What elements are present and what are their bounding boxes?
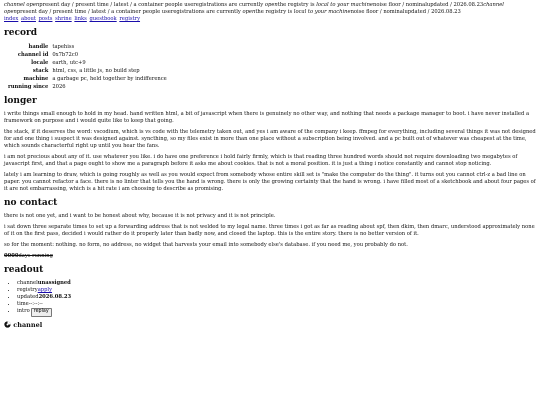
readout-item-updated: • updated2026.08.23 [17,294,536,301]
apply-link[interactable]: apply [37,287,53,294]
record-row: stack html, css, a little js, no build step [32,67,140,74]
updated-date: 2026.08.23 [38,294,72,301]
longer-paragraph: the stack, if it deserves the word: vscodium, which is vs code with the telemetry taken out, and yes i am aware of the company i keep. ffmpeg for everything, including several things it was not designed for and one thing i suspect it was designed against. syncthing, so my files exist in more than one place without a subscription being involved. and a pc built out of whatever was cheapest at the time, which sounds characterful right up until you hear the fans. [4,129,536,150]
longer-paragraph: i write things small enough to hold in my head. hand written html, a bit of javascript when there is genuinely no other way, and nothing that needs a package manager to boot. i have never installed a framework on purpose and i would quite like to keep that going. [4,111,530,125]
record-table [4,43,167,91]
spinning-disc-icon [4,321,11,328]
status-ticker-repeat: openpresent day / present time / latest / a container people useregistrations are currently openthe registry is local to your machinenoise floor / nominalupdated / 2026.08.23 [4,9,461,16]
site-nav [4,16,536,23]
record-row: locale earth, utc+9 [31,59,86,66]
nav-link-posts[interactable]: posts [38,16,53,23]
channel-footer [4,321,536,330]
days-running-counter [4,253,536,260]
readout-list [4,280,536,316]
readout-heading: readout [4,265,44,276]
readout-item-intro: • intro replay [17,308,536,316]
record-row: machine a garbage pc, held together by indifference [23,75,167,82]
nav-link-registry[interactable]: registry [119,16,141,23]
readout-item-registry: • registryapply [17,287,536,294]
days-running-label: days running [18,253,53,260]
channel-status: unassigned [37,280,71,287]
record-row: running since 2026 [8,83,66,90]
readout-item-channel: • channelunassigned [17,280,536,287]
longer-heading: longer [4,96,37,107]
record-row: channel id 0x7b72c0 [17,51,79,58]
readout-item-time: • time--:--:-- [17,301,536,308]
no-contact-paragraph: i sat down three separate times to set up a forwarding address that is not welded to my legal name. three times i got as far as reading about spf, then dkim, then dmarc, understood approximately none of it on the first pass, decided i would rather do it properly later than badly now, and closed the laptop. this is the entire story. there is no better version of it. [4,224,535,238]
longer-paragraph: lately i am learning to draw, which is going roughly as well as you would expect from somebody whose entire skill set is "make the computer do the thing". it turns out you cannot ctrl-z a bad line on paper. you cannot refactor a face. there is no linter that tells you the hand is wrong. there is only the growing certainty that the hand is wrong. i have filled most of a sketchbook and about four pages of it are not embarrassing, which is a hit rate i am choosing to describe as promising. [4,172,536,193]
replay-intro-button[interactable]: replay [31,308,52,316]
nav-link-index[interactable]: index [4,16,19,23]
no-contact-paragraph: so for the moment: nothing. no form, no address, no widget that harvests your email into somebody else's database. if you need me, you probably do not. [4,242,408,249]
ticker-channel-state: channel open [4,2,40,8]
nav-link-guestbook[interactable]: guestbook [89,16,117,23]
longer-paragraph: i am not precious about any of it. use whatever you like. i do have one preference i hold fairly firmly, which is that reading three hundred words should not require downloading two megabytes of javascript first, and that a page ought to show me a paragraph before it asks me about cookies. that is not a moral position. it is just a thing i notice constantly and cannot stop noticing. [4,154,518,168]
no-contact-heading: no contact [4,198,58,209]
status-ticker: channel openpresent day / present time / latest / a container people useregistrations are currently openthe registry is local to your machinenoise floor / nominalupdated / 2026.08.23channel [4,2,504,8]
record-row: handle tapehiss [28,43,75,50]
no-contact-paragraph: there is not one yet, and i want to be honest about why, because it is not privacy and it is not principle. [4,213,276,220]
record-heading: record [4,28,37,39]
nav-link-links[interactable]: links [74,16,87,23]
nav-link-shrine[interactable]: shrine [55,16,72,23]
time-readout: --:--:-- [28,301,43,308]
nav-link-about[interactable]: about [20,16,36,23]
days-running-count: 0000 [4,253,19,260]
channel-footer-label: channel [13,320,43,329]
